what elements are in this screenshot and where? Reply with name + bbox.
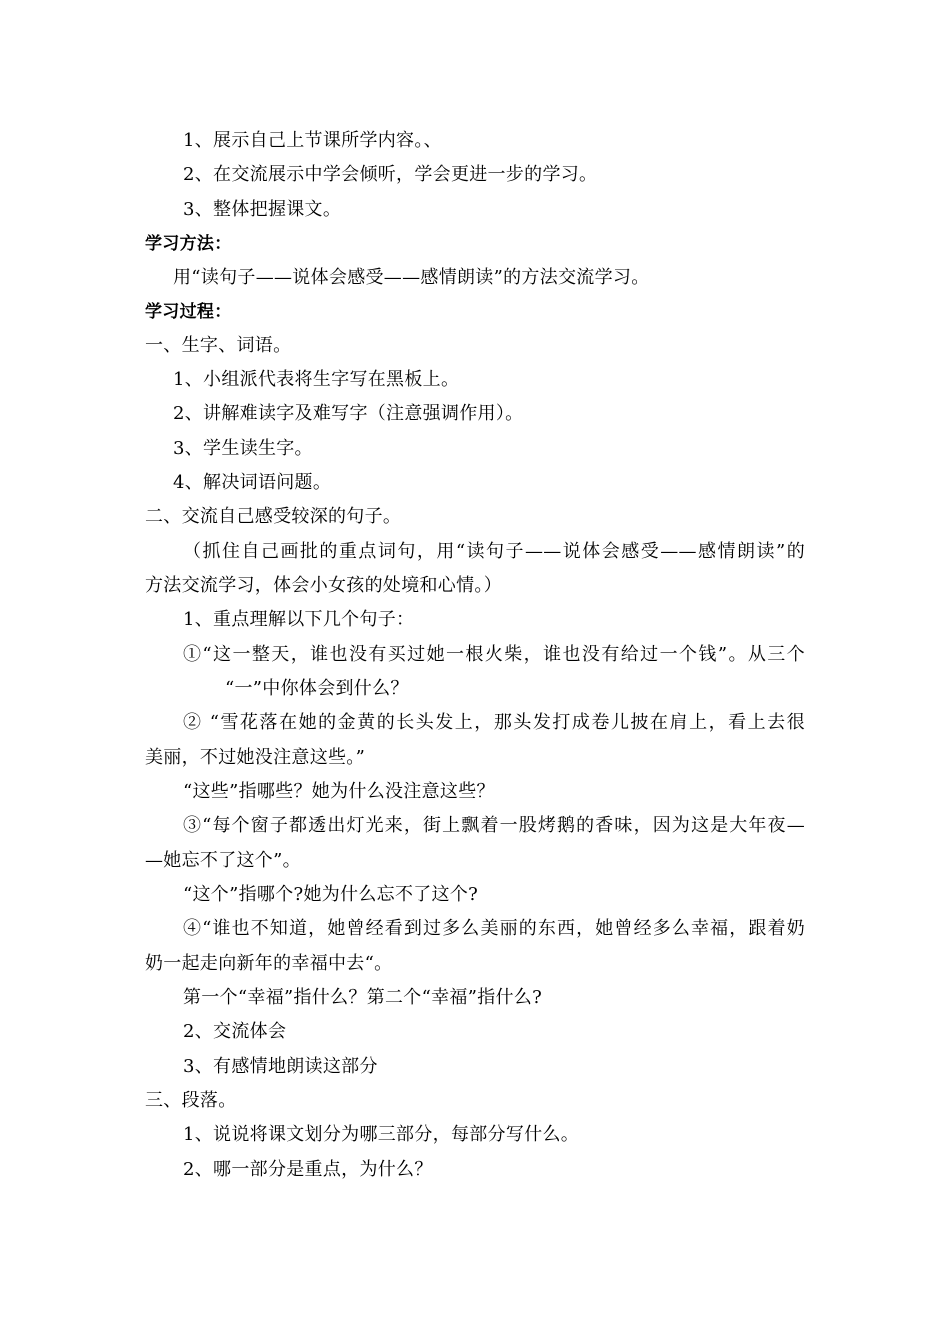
paragraph-note-cont: 方法交流学习，体会小女孩的处境和心情。）	[145, 575, 502, 596]
quote-4-cont: 奶一起走向新年的幸福中去“。	[145, 953, 393, 974]
quote-4: ④“谁也不知道，她曾经看到过多么美丽的东西，她曾经多么幸福，跟着奶	[183, 918, 805, 939]
objective-1: 1、展示自己上节课所学内容。、	[183, 130, 442, 151]
quote-1-cont: “一”中你体会到什么？	[225, 678, 409, 699]
section-title: 三、段落。	[145, 1090, 237, 1111]
list-item: 4、解决词语问题。	[173, 472, 332, 493]
quote-2-cont: 美丽，不过她没注意这些。”	[145, 747, 366, 768]
list-item: 2、讲解难读字及难写字（注意强调作用）。	[173, 403, 524, 424]
list-item: 1、说说将课文划分为哪三部分，每部分写什么。	[183, 1124, 580, 1145]
list-item: 1、小组派代表将生字写在黑板上。	[173, 369, 460, 390]
section-title: 一、生字、词语。	[145, 335, 292, 356]
quote-1: ①“这一整天，谁也没有买过她一根火柴，谁也没有给过一个钱”。从三个	[183, 644, 805, 665]
method-text: 用“读句子——说体会感受——感情朗读”的方法交流学习。	[173, 267, 650, 288]
quote-4-question: 第一个“幸福”指什么？第二个“幸福”指什么?	[183, 987, 543, 1008]
objective-2: 2、在交流展示中学会倾听，学会更进一步的学习。	[183, 164, 598, 185]
list-item: 2、哪一部分是重点，为什么？	[183, 1159, 433, 1180]
quote-3-question: “这个”指哪个?她为什么忘不了这个?	[183, 884, 479, 905]
quote-2-question: “这些”指哪些？她为什么没注意这些？	[183, 781, 495, 802]
paragraph-note: （抓住自己画批的重点词句，用“读句子——说体会感受——感情朗读”的	[183, 541, 805, 562]
method-heading: 学习方法：	[145, 234, 232, 254]
list-item: 3、有感情地朗读这部分	[183, 1056, 378, 1077]
section-title: 二、交流自己感受较深的句子。	[145, 506, 402, 527]
quote-2: ② “雪花落在她的金黄的长头发上，那头发打成卷儿披在肩上，看上去很	[183, 712, 805, 733]
quote-3-cont: —她忘不了这个”。	[145, 850, 301, 871]
list-item: 3、学生读生字。	[173, 438, 313, 459]
quote-3: ③“每个窗子都透出灯光来，街上飘着一股烤鹅的香味，因为这是大年夜—	[183, 815, 805, 836]
objective-3: 3、整体把握课文。	[183, 199, 342, 220]
list-item: 1、重点理解以下几个句子：	[183, 609, 415, 630]
list-item: 2、交流体会	[183, 1021, 287, 1042]
process-heading: 学习过程：	[145, 302, 232, 322]
